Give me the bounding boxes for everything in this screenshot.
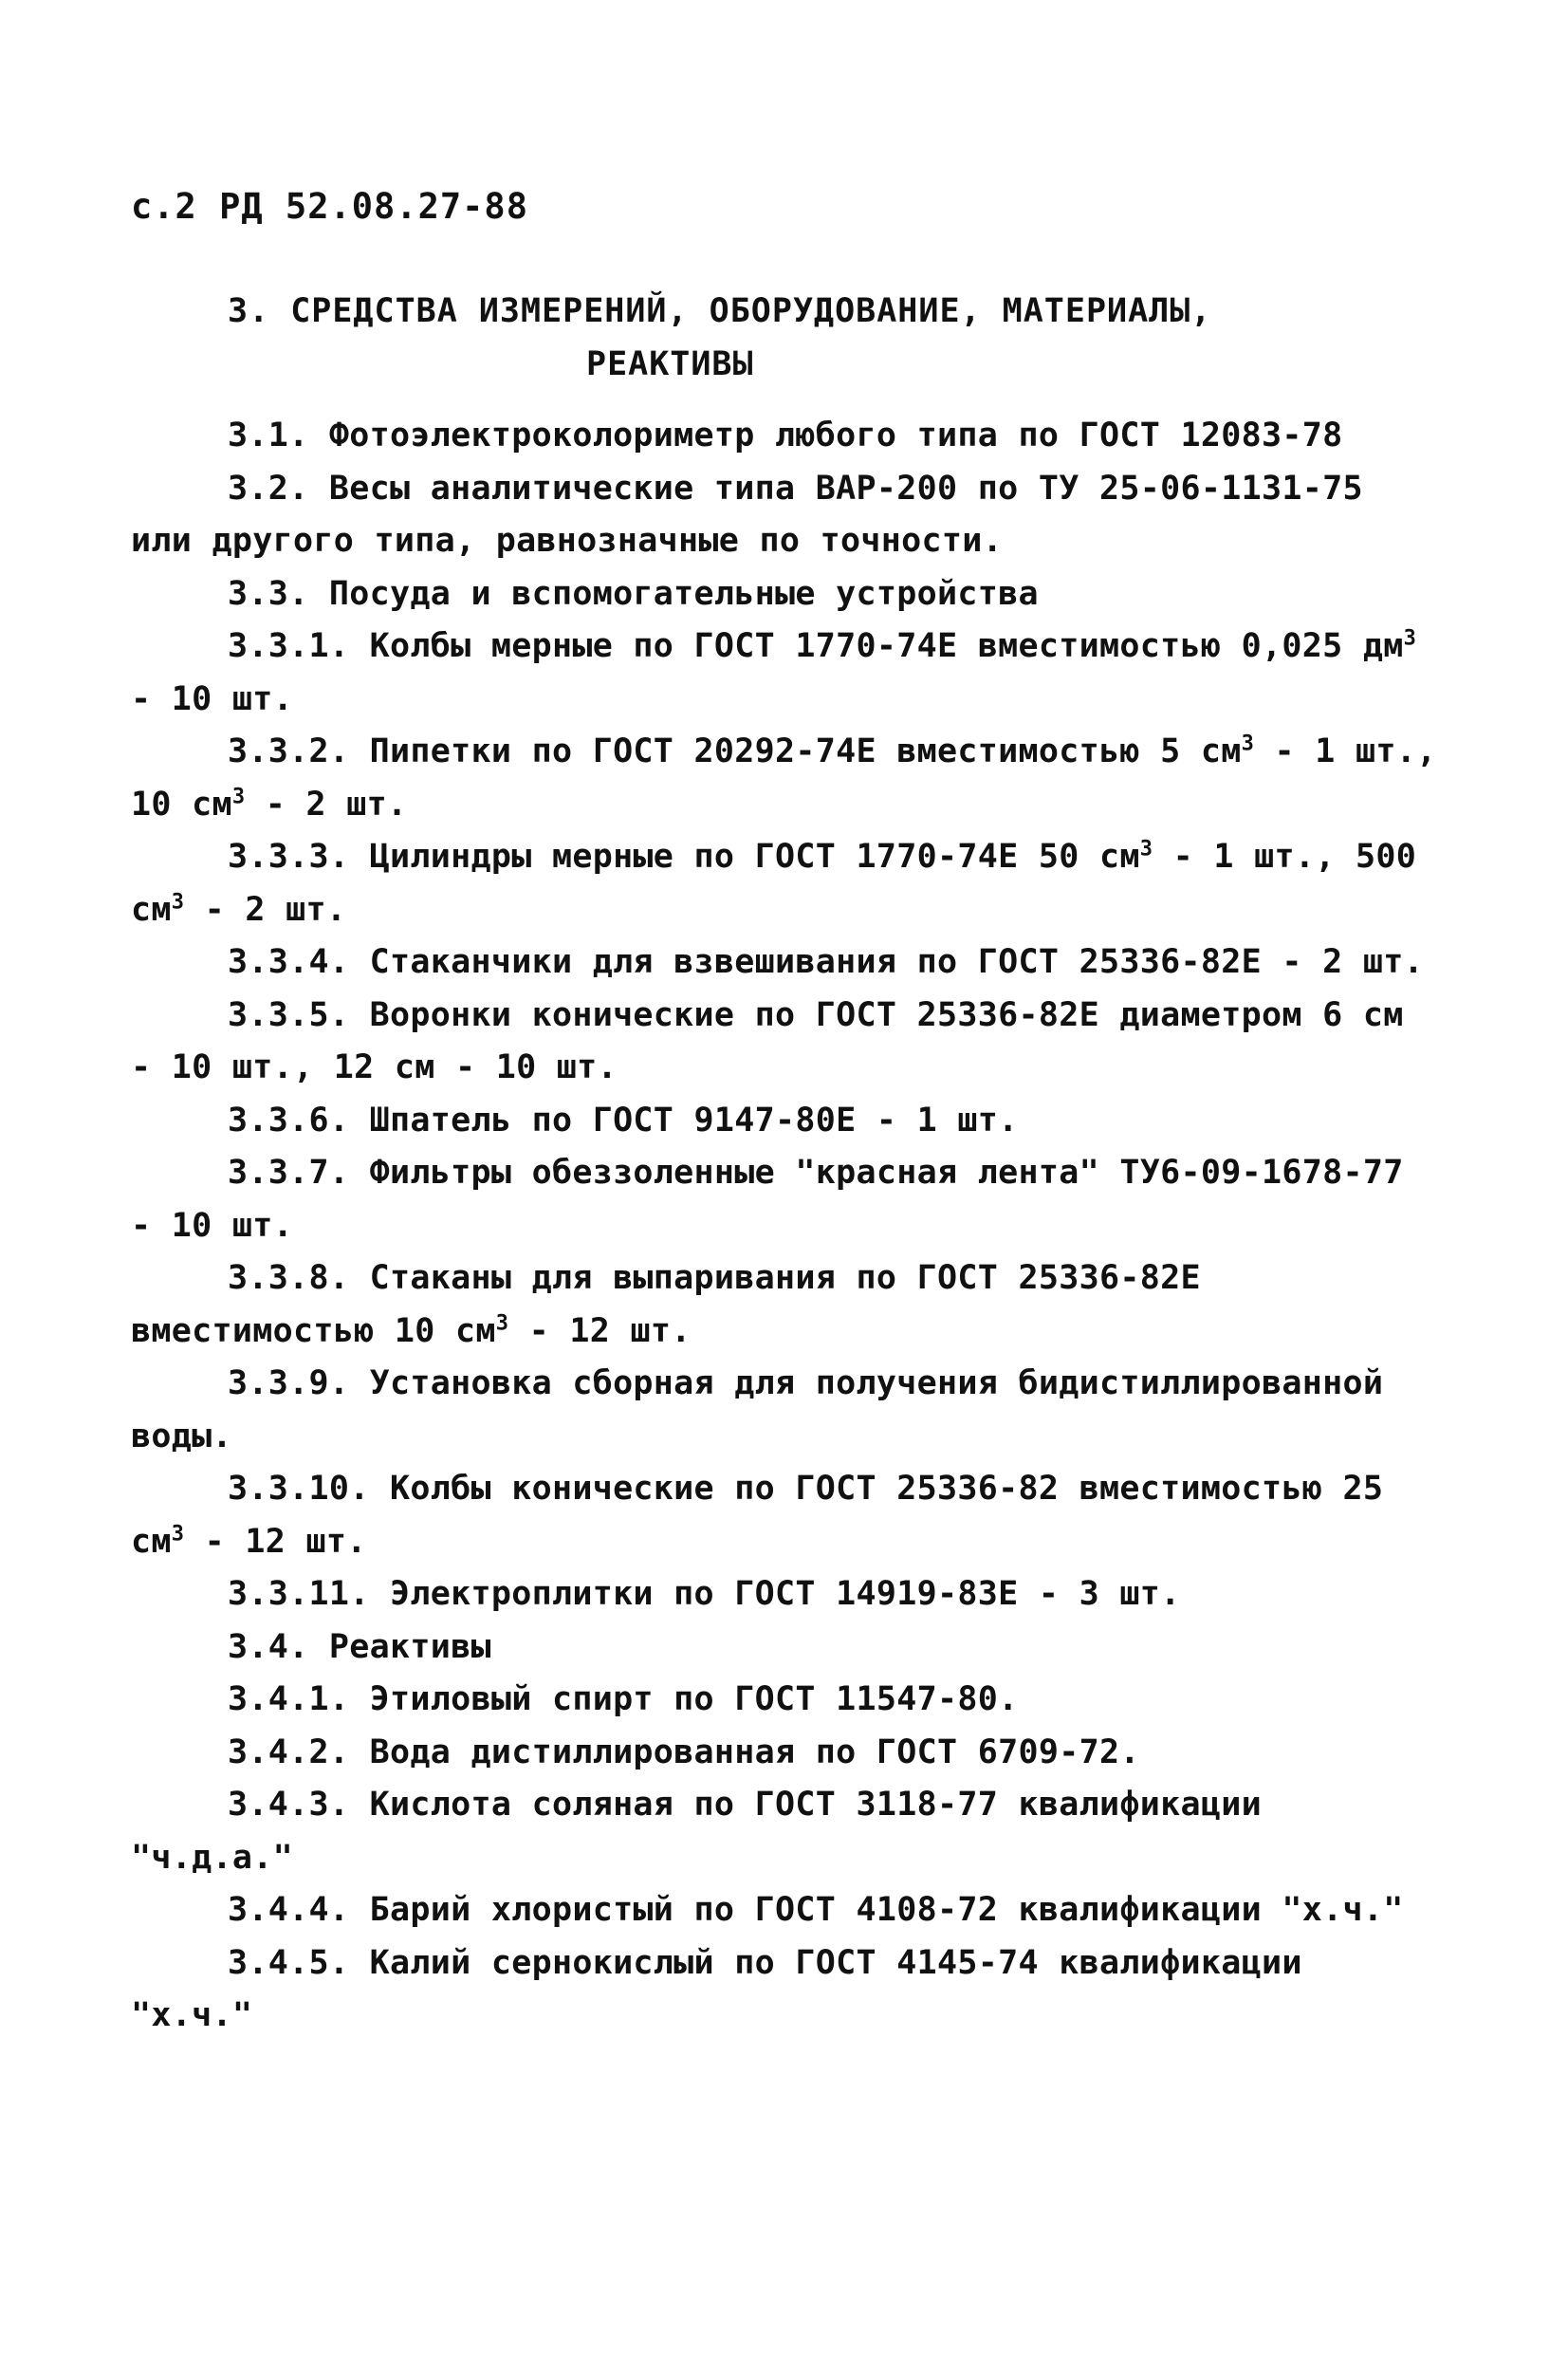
- section-title: [228, 285, 1366, 391]
- paragraph-3-4-4: 3.4.4. Барий хлористый по ГОСТ 4108-72 квалификации "х.ч.": [228, 1891, 1404, 1929]
- paragraph-3-3-3: 3.3.3. Цилиндры мерные по ГОСТ 1770-74Е 50 $см^3 - 1$ шт., 500 $см^3 - 2$ шт.: [131, 837, 1417, 929]
- paragraph-3-3-10: 3.3.10. Колбы конические по ГОСТ 25336-82 вместимостью 25 $см^3 - 12$ шт.: [131, 1470, 1384, 1561]
- section-title-line-2: РЕАКТИВЫ: [586, 345, 754, 383]
- paragraph-3-3-11: 3.3.11. Электроплитки по ГОСТ 14919-83Е - 3 шт.: [228, 1575, 1181, 1613]
- paragraph-3-4-2: 3.4.2. Вода дистиллированная по ГОСТ 6709-72.: [228, 1732, 1140, 1771]
- paragraph-3-4: 3.4. Реактивы: [228, 1627, 491, 1666]
- paragraph-3-3-8: 3.3.8. Стаканы для выпаривания по ГОСТ 25336-82Е вместимостью 10 $см^3 - 12$ шт.: [131, 1259, 1201, 1350]
- paragraph-3-4-1: 3.4.1. Этиловый спирт по ГОСТ 11547-80.: [228, 1680, 1019, 1718]
- paragraph-3-4-5: 3.4.5. Калий сернокислый по ГОСТ 4145-74 квалификации "х.ч.": [131, 1943, 1302, 2034]
- paragraph-3-3-5: 3.3.5. Воронки конические по ГОСТ 25336-82Е диаметром 6 см - 10 шт., 12 см - 10 шт.: [131, 995, 1404, 1086]
- paragraph-3-3-9: 3.3.9. Установка сборная для получения бидистиллированной воды.: [131, 1364, 1384, 1455]
- paragraph-3-3-2: 3.3.2. Пипетки по ГОСТ 20292-74Е вместимостью 5 $см^3 - 1$ шт., 10 $см^3 - 2$ шт.: [131, 732, 1437, 824]
- section-title-line-1: 3. СРЕДСТВА ИЗМЕРЕНИЙ, ОБОРУДОВАНИЕ, МАТЕРИАЛЫ,: [228, 292, 1212, 330]
- paragraph-3-3-1: 3.3.1. Колбы мерные по ГОСТ 1770-74Е вместимостью 0,025 $дм^3 - 10$ шт.: [131, 626, 1417, 718]
- paragraph-3-3-6: 3.3.6. Шпатель по ГОСТ 9147-80Е - 1 шт.: [228, 1101, 1019, 1139]
- page-header: с.2 РД 52.08.27-88: [131, 186, 528, 227]
- paragraph-3-3: 3.3. Посуда и вспомогательные устройства: [228, 574, 1039, 613]
- paragraph-3-1: 3.1. Фотоэлектроколориметр любого типа по ГОСТ 12083-78: [228, 417, 1343, 454]
- paragraph-3-3-7: 3.3.7. Фильтры обеззоленные "красная лента" ТУ6-09-1678-77 - 10 шт.: [131, 1154, 1404, 1245]
- paragraph-3-4-3: 3.4.3. Кислота соляная по ГОСТ 3118-77 квалификации "ч.д.а.": [131, 1786, 1262, 1877]
- paragraph-3-3-4: 3.3.4. Стаканчики для взвешивания по ГОСТ 25336-82Е - 2 шт.: [228, 943, 1424, 981]
- paragraph-3-2: 3.2. Весы аналитические типа ВАР-200 по ТУ 25-06-1131-75 или другого типа, равнозначные по точности.: [131, 469, 1363, 560]
- document-body: [131, 410, 1440, 2043]
